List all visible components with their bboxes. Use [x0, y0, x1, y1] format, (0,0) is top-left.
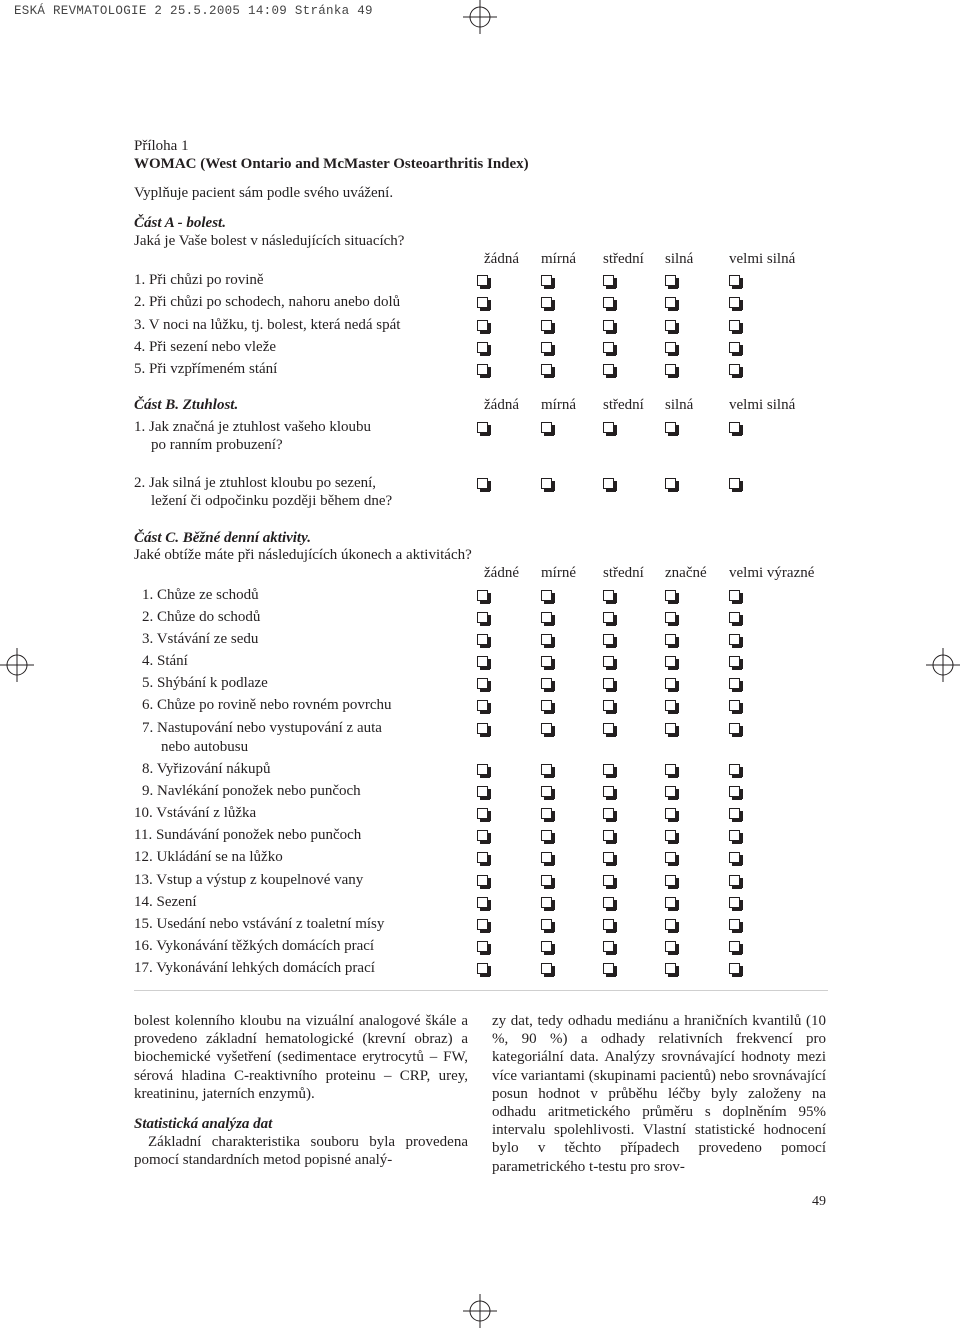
part-c-question: Jaké obtíže máte při následujících úkonech a aktivitách?	[134, 547, 472, 563]
part-b-item-2-checkbox-1[interactable]	[477, 478, 488, 489]
part-a-title: Část A - bolest.	[134, 215, 226, 231]
part-c-item-16-checkbox-3[interactable]	[603, 941, 614, 952]
part-a-item-2-checkbox-1[interactable]	[477, 297, 488, 308]
part-c-item-14-checkbox-1[interactable]	[477, 897, 488, 908]
part-b-scale-option-5: velmi silná	[729, 397, 796, 413]
body-right-paragraph-1: zy dat, tedy odhadu mediánu a hraničních kvantilů (10 %, 90 %) a odhady relativních frekvencí pro kategoriální data. Analýzy srovnávající hodnoty mezi více variantami (skupinami pacientů) nebo srovnávající posun hodnot v průběhu léčby byly založeny na odhadu aritmetického průměru s doplněním 95% intervalu spolehlivosti. Vlastní statistické hodnocení bylo v těchto případech provedeno pomocí parametrického t-testu pro srov-	[492, 1013, 826, 1175]
part-c-item-5-checkbox-3[interactable]	[603, 678, 614, 689]
body-column-left	[134, 1012, 468, 1170]
part-b-item-1-checkbox-2[interactable]	[541, 422, 552, 433]
part-c-item-16-checkbox-2[interactable]	[541, 941, 552, 952]
registration-mark-top	[463, 0, 497, 34]
document-title: WOMAC (West Ontario and McMaster Osteoarthritis Index)	[134, 156, 529, 172]
part-a-item-3: 3. V noci na lůžku, tj. bolest, která nedá spát	[134, 317, 401, 333]
part-c-item-5-checkbox-4[interactable]	[665, 678, 676, 689]
registration-mark-bottom	[463, 1294, 497, 1328]
part-c-item-13-checkbox-3[interactable]	[603, 875, 614, 886]
part-c-item-6-checkbox-1[interactable]	[477, 700, 488, 711]
part-c-item-15-checkbox-3[interactable]	[603, 919, 614, 930]
part-c-item-10-checkbox-2[interactable]	[541, 808, 552, 819]
part-c-item-8-checkbox-3[interactable]	[603, 764, 614, 775]
part-c-item-2-checkbox-4[interactable]	[665, 612, 676, 623]
part-c-item-1-checkbox-2[interactable]	[541, 590, 552, 601]
part-c-item-1: 1. Chůze ze schodů	[142, 587, 259, 603]
part-c-item-17-checkbox-4[interactable]	[665, 963, 676, 974]
part-a-item-2-checkbox-2[interactable]	[541, 297, 552, 308]
part-c-item-15: 15. Usedání nebo vstávání z toaletní mísy	[134, 916, 385, 932]
part-c-item-7: 7. Nastupování nebo vystupování z auta	[142, 720, 382, 736]
part-b-title: Část B. Ztuhlost.	[134, 397, 239, 413]
part-c-item-4-checkbox-5[interactable]	[729, 656, 740, 667]
part-c-item-4-checkbox-2[interactable]	[541, 656, 552, 667]
page-number: 49	[812, 1194, 826, 1209]
part-b-item-1-checkbox-4[interactable]	[665, 422, 676, 433]
part-c-item-3-checkbox-2[interactable]	[541, 634, 552, 645]
part-c-item-15-checkbox-2[interactable]	[541, 919, 552, 930]
registration-mark-left	[0, 648, 34, 682]
part-c-item-12-checkbox-4[interactable]	[665, 852, 676, 863]
part-c-item-16: 16. Vykonávání těžkých domácích prací	[134, 938, 375, 954]
part-c-title: Část C. Běžné denní aktivity.	[134, 530, 311, 546]
part-a-item-3-checkbox-2[interactable]	[541, 320, 552, 331]
part-c-scale-option-4: značné	[665, 565, 707, 581]
part-c-item-2-checkbox-5[interactable]	[729, 612, 740, 623]
part-c-item-10-checkbox-1[interactable]	[477, 808, 488, 819]
part-c-item-13-checkbox-4[interactable]	[665, 875, 676, 886]
body-left-heading: Statistická analýza dat	[134, 1116, 273, 1133]
part-c-item-13-checkbox-2[interactable]	[541, 875, 552, 886]
part-c-item-17: 17. Vykonávání lehkých domácích prací	[134, 960, 375, 976]
part-a-item-4: 4. Při sezení nebo vleže	[134, 339, 277, 355]
part-c-item-1-checkbox-4[interactable]	[665, 590, 676, 601]
part-c-item-11-checkbox-1[interactable]	[477, 830, 488, 841]
part-a-item-5-checkbox-1[interactable]	[477, 364, 488, 375]
part-c-item-6: 6. Chůze po rovině nebo rovném povrchu	[142, 697, 392, 713]
part-b-item-2-line1: 2. Jak silná je ztuhlost kloubu po sezení,	[134, 475, 377, 491]
body-left-paragraph-1: bolest kolenního kloubu na vizuální analogové škále a provedeno základní hematologické (krevní obraz) a biochemické vyšetření (sedimentace erytrocytů – FW, sérová hladina C-reaktivního proteinu – CRP, urey, kreatininu, jaterních enzymů).	[134, 1013, 468, 1102]
part-c-item-16-checkbox-5[interactable]	[729, 941, 740, 952]
part-c-item-16-checkbox-1[interactable]	[477, 941, 488, 952]
part-c-item-11-checkbox-3[interactable]	[603, 830, 614, 841]
part-c-item-10-checkbox-5[interactable]	[729, 808, 740, 819]
part-c-item-2-checkbox-3[interactable]	[603, 612, 614, 623]
part-c-item-15-checkbox-1[interactable]	[477, 919, 488, 930]
part-c-item-15-checkbox-4[interactable]	[665, 919, 676, 930]
part-c-item-8-checkbox-1[interactable]	[477, 764, 488, 775]
part-c-item-15-checkbox-5[interactable]	[729, 919, 740, 930]
part-c-item-11-checkbox-5[interactable]	[729, 830, 740, 841]
part-c-item-17-checkbox-3[interactable]	[603, 963, 614, 974]
part-c-item-3: 3. Vstávání ze sedu	[142, 631, 259, 647]
part-c-item-12-checkbox-1[interactable]	[477, 852, 488, 863]
part-c-item-5: 5. Shýbání k podlaze	[142, 675, 268, 691]
part-c-item-17-checkbox-2[interactable]	[541, 963, 552, 974]
instruction-text: Vyplňuje pacient sám podle svého uvážení.	[134, 185, 394, 201]
part-b-item-2-checkbox-5[interactable]	[729, 478, 740, 489]
part-b-item-1-checkbox-5[interactable]	[729, 422, 740, 433]
part-c-item-10-checkbox-3[interactable]	[603, 808, 614, 819]
part-c-item-4-checkbox-3[interactable]	[603, 656, 614, 667]
part-c-item-8-checkbox-2[interactable]	[541, 764, 552, 775]
part-a-item-1-checkbox-1[interactable]	[477, 275, 488, 286]
part-c-item-14-checkbox-4[interactable]	[665, 897, 676, 908]
part-c-item-4-checkbox-4[interactable]	[665, 656, 676, 667]
part-c-item-8-checkbox-5[interactable]	[729, 764, 740, 775]
part-c-item-6-checkbox-5[interactable]	[729, 700, 740, 711]
part-a-item-4-checkbox-2[interactable]	[541, 342, 552, 353]
part-a-item-5-checkbox-3[interactable]	[603, 364, 614, 375]
part-a-item-4-checkbox-4[interactable]	[665, 342, 676, 353]
part-b-item-1-line1: 1. Jak značná je ztuhlost vašeho kloubu	[134, 419, 372, 435]
part-c-item-9-checkbox-2[interactable]	[541, 786, 552, 797]
appendix-label: Příloha 1	[134, 138, 189, 154]
part-c-item-9: 9. Navlékání ponožek nebo punčoch	[142, 783, 361, 799]
part-c-item-14-checkbox-2[interactable]	[541, 897, 552, 908]
part-a-item-1-checkbox-2[interactable]	[541, 275, 552, 286]
part-c-item-6-checkbox-4[interactable]	[665, 700, 676, 711]
part-c-item-12-checkbox-5[interactable]	[729, 852, 740, 863]
part-c-item-16-checkbox-4[interactable]	[665, 941, 676, 952]
part-c-scale-option-5: velmi výrazné	[729, 565, 815, 581]
part-a-item-5: 5. Při vzpřímeném stání	[134, 361, 278, 377]
part-a-item-4-checkbox-5[interactable]	[729, 342, 740, 353]
part-a-item-5-checkbox-4[interactable]	[665, 364, 676, 375]
part-c-item-13-checkbox-5[interactable]	[729, 875, 740, 886]
part-b-item-2-checkbox-4[interactable]	[665, 478, 676, 489]
registration-mark-right	[926, 648, 960, 682]
part-c-item-1-checkbox-1[interactable]	[477, 590, 488, 601]
part-c-item-6-checkbox-2[interactable]	[541, 700, 552, 711]
part-c-item-9-checkbox-3[interactable]	[603, 786, 614, 797]
part-c-item-9-checkbox-1[interactable]	[477, 786, 488, 797]
part-c-item-2-checkbox-1[interactable]	[477, 612, 488, 623]
part-c-item-9-checkbox-4[interactable]	[665, 786, 676, 797]
part-c-item-3-checkbox-3[interactable]	[603, 634, 614, 645]
part-a-item-1-checkbox-4[interactable]	[665, 275, 676, 286]
part-c-item-2-checkbox-2[interactable]	[541, 612, 552, 623]
part-b-item-1-checkbox-3[interactable]	[603, 422, 614, 433]
part-a-item-2-checkbox-5[interactable]	[729, 297, 740, 308]
part-c-item-7-checkbox-1[interactable]	[477, 723, 488, 734]
part-c-item-14-checkbox-3[interactable]	[603, 897, 614, 908]
part-c-item-12-checkbox-2[interactable]	[541, 852, 552, 863]
part-a-item-4-checkbox-3[interactable]	[603, 342, 614, 353]
part-a-item-1-checkbox-3[interactable]	[603, 275, 614, 286]
part-b-item-1-line2: po ranním probuzení?	[151, 437, 283, 453]
part-a-item-1: 1. Při chůzi po rovině	[134, 272, 264, 288]
part-c-item-11-checkbox-2[interactable]	[541, 830, 552, 841]
part-a-item-4-checkbox-1[interactable]	[477, 342, 488, 353]
part-c-item-7-line2: nebo autobusu	[161, 739, 249, 755]
part-c-item-3-checkbox-4[interactable]	[665, 634, 676, 645]
part-c-item-3-checkbox-1[interactable]	[477, 634, 488, 645]
part-c-item-10: 10. Vstávání z lůžka	[134, 805, 257, 821]
part-b-scale-option-4: silná	[665, 397, 694, 413]
part-c-item-8-checkbox-4[interactable]	[665, 764, 676, 775]
print-slug: ESKÁ REVMATOLOGIE 2 25.5.2005 14:09 Stránka 49	[14, 4, 373, 18]
part-c-scale-option-1: žádné	[484, 565, 519, 581]
part-c-item-3-checkbox-5[interactable]	[729, 634, 740, 645]
part-c-scale-option-2: mírné	[541, 565, 576, 581]
part-b-scale-option-3: střední	[603, 397, 644, 413]
part-a-item-3-checkbox-4[interactable]	[665, 320, 676, 331]
part-b-item-2-checkbox-3[interactable]	[603, 478, 614, 489]
part-c-item-8: 8. Vyřizování nákupů	[142, 761, 271, 777]
part-c-item-4-checkbox-1[interactable]	[477, 656, 488, 667]
part-c-item-17-checkbox-5[interactable]	[729, 963, 740, 974]
part-c-item-17-checkbox-1[interactable]	[477, 963, 488, 974]
body-left-paragraph-2: Základní charakteristika souboru byla provedena pomocí standardních metod popisné analý-	[134, 1134, 468, 1169]
part-c-item-4: 4. Stání	[142, 653, 188, 669]
part-a-question: Jaká je Vaše bolest v následujících situacích?	[134, 233, 405, 249]
part-a-item-2-checkbox-4[interactable]	[665, 297, 676, 308]
part-c-item-9-checkbox-5[interactable]	[729, 786, 740, 797]
part-c-item-7-checkbox-3[interactable]	[603, 723, 614, 734]
part-c-item-5-checkbox-2[interactable]	[541, 678, 552, 689]
part-a-item-3-checkbox-3[interactable]	[603, 320, 614, 331]
part-a-item-3-checkbox-5[interactable]	[729, 320, 740, 331]
part-c-item-14-checkbox-5[interactable]	[729, 897, 740, 908]
part-a-scale-option-3: střední	[603, 251, 644, 267]
part-a-item-2-checkbox-3[interactable]	[603, 297, 614, 308]
part-a-scale-option-1: žádná	[484, 251, 519, 267]
part-b-item-2-checkbox-2[interactable]	[541, 478, 552, 489]
part-c-scale-option-3: střední	[603, 565, 644, 581]
part-c-item-13: 13. Vstup a výstup z koupelnové vany	[134, 872, 364, 888]
part-a-item-3-checkbox-1[interactable]	[477, 320, 488, 331]
part-b-item-1-checkbox-1[interactable]	[477, 422, 488, 433]
part-a-item-5-checkbox-2[interactable]	[541, 364, 552, 375]
body-column-right	[492, 1012, 826, 1176]
part-c-item-12-checkbox-3[interactable]	[603, 852, 614, 863]
part-c-item-1-checkbox-3[interactable]	[603, 590, 614, 601]
part-b-item-2-line2: ležení či odpočinku později během dne?	[151, 493, 393, 509]
part-c-item-10-checkbox-4[interactable]	[665, 808, 676, 819]
part-c-item-7-checkbox-4[interactable]	[665, 723, 676, 734]
part-c-item-12: 12. Ukládání se na lůžko	[134, 849, 283, 865]
part-a-scale-option-5: velmi silná	[729, 251, 796, 267]
part-c-item-11: 11. Sundávání ponožek nebo punčoch	[134, 827, 362, 843]
part-c-item-5-checkbox-1[interactable]	[477, 678, 488, 689]
part-a-item-2: 2. Při chůzi po schodech, nahoru anebo dolů	[134, 294, 401, 310]
part-a-scale-option-2: mírná	[541, 251, 576, 267]
part-c-item-6-checkbox-3[interactable]	[603, 700, 614, 711]
part-c-item-7-checkbox-2[interactable]	[541, 723, 552, 734]
part-a-item-5-checkbox-5[interactable]	[729, 364, 740, 375]
part-c-item-1-checkbox-5[interactable]	[729, 590, 740, 601]
section-divider	[134, 990, 828, 991]
part-b-scale-option-1: žádná	[484, 397, 519, 413]
part-c-item-11-checkbox-4[interactable]	[665, 830, 676, 841]
part-c-item-2: 2. Chůze do schodů	[142, 609, 261, 625]
part-c-item-7-checkbox-5[interactable]	[729, 723, 740, 734]
part-a-item-1-checkbox-5[interactable]	[729, 275, 740, 286]
part-b-scale-option-2: mírná	[541, 397, 576, 413]
part-c-item-5-checkbox-5[interactable]	[729, 678, 740, 689]
part-a-scale-option-4: silná	[665, 251, 694, 267]
part-c-item-14: 14. Sezení	[134, 894, 197, 910]
part-c-item-13-checkbox-1[interactable]	[477, 875, 488, 886]
